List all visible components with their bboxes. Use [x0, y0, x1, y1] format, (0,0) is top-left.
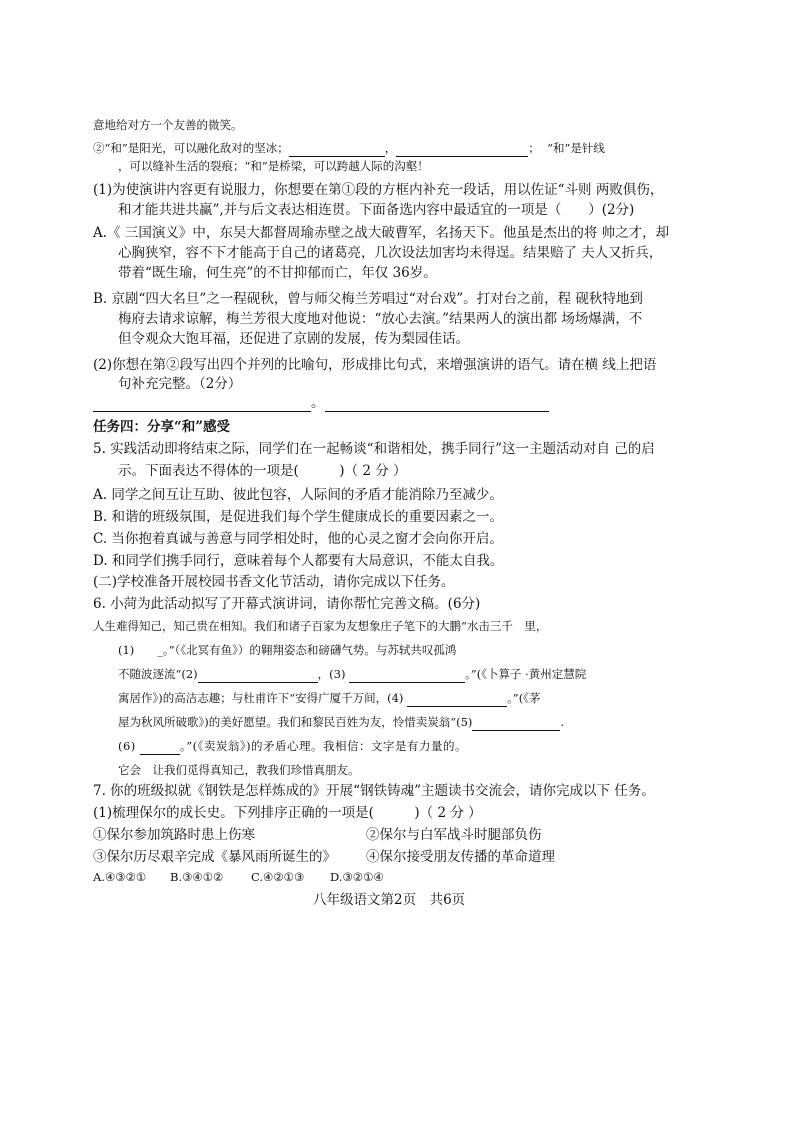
sequence-item: ③保尔历尽艰辛完成《暴风雨所诞生的》	[93, 849, 336, 865]
sequence-item: ①保尔参加筑路时患上伤寒	[93, 827, 255, 843]
option-b: B.③④①②	[170, 870, 224, 884]
text-line: 人生难得知己，知己贵在相知。我们和诸子百家为友想象庄子笔下的大鹏“水击三千 里，	[93, 619, 548, 633]
question-stem: (2)你想在第②段写出四个并列的比喻句，形成排比句式，来增强演讲的语气。请在横 线上把语	[93, 357, 657, 373]
option-a: 心胸狭窄，容不下才能高于自己的诸葛亮，几次设法加害均未得逞。结果赔了 夫人又折兵，	[118, 245, 663, 261]
text-line: 它会 让我们觅得真知己，教我们珍惜真朋友。	[118, 763, 360, 777]
page-footer: 八年级语文第2页 共6页	[313, 892, 466, 908]
question-stem: (1)为使演讲内容更有说服力，你想要在第①段的方框内补充一段话，用以佐证“斗则 两败俱伤，	[93, 182, 664, 198]
answer-blank[interactable]	[325, 397, 549, 412]
question-stem: 6. 小菏为此活动拟写了开幕式演讲词，请你帮忙完善文稿。(6分)	[93, 596, 481, 612]
option-a: 带着“既生瑜，何生亮”的不甘抑郁而亡，年仅 36岁。	[118, 265, 437, 281]
question-stem: 和才能共进共赢”,并与后文表达相连贯。下面备选内容中最适宜的一项是（ ）(2分)	[118, 202, 635, 218]
text-line: 意地给对方一个友善的微笑。	[93, 118, 243, 132]
text-line: ，可以缝补生活的裂痕；“和”是桥梁，可以跨越人际的沟壑！	[118, 159, 429, 173]
answer-blank[interactable]	[289, 142, 385, 157]
text-line: (1) _。”（《北冥有鱼》）的翱翔姿态和磅礴气势。与苏轼共叹孤鸿	[118, 643, 457, 657]
option-c: C.④②①③	[251, 870, 305, 884]
option-b: 但令观众大饱耳福，还促进了京剧的发展，传为梨园佳话。	[118, 331, 469, 347]
answer-line: 。	[93, 394, 549, 412]
option-c: C. 当你抱着真诚与善意与同学相处时，他的心灵之窗才会向你开启。	[93, 531, 503, 547]
option-a: A.《 三国演义》中，东吴大都督周瑜赤壁之战大破曹军，名扬天下。他虽是杰出的将 帅之才，却	[93, 225, 670, 241]
answer-blank[interactable]	[140, 740, 180, 755]
sequence-item: ②保尔与白军战斗时腿部负伤	[366, 827, 542, 843]
section-heading: (二)学校准备开展校园书香文化节活动，请你完成以下任务。	[93, 574, 455, 590]
answer-blank[interactable]	[349, 668, 465, 683]
question-stem: 句补充完整。（2分）	[118, 376, 242, 392]
answer-blank[interactable]	[407, 692, 507, 707]
question-stem: 5. 实践活动即将结束之际，同学们在一起畅谈“和谐相处，携手同行”这一主题活动对自 己的启	[93, 441, 655, 457]
question-stem: 示。下面表达不得体的一项是( )（ 2 分 ）	[118, 463, 407, 479]
question-stem: (1)梳理保尔的成长史。下列排序正确的一项是( )（ 2 分 ）	[93, 805, 482, 821]
option-d: D. 和同学们携手同行，意味着每个人都要有大局意识，不能太自我。	[93, 553, 504, 569]
section-heading: 任务四：分享“和”感受	[93, 419, 231, 435]
option-b: B. 京剧“四大名旦”之一程砚秋，曾与师父梅兰芳唱过“对台戏”。打对台之前，程 砚秋特地到	[93, 291, 643, 307]
option-b: 梅府去请求谅解，梅兰芳很大度地对他说：“放心去演。”结果两人的演出都 场场爆满，不	[118, 311, 643, 327]
answer-blank[interactable]	[93, 397, 311, 412]
option-a: A. 同学之间互让互助、彼此包容，人际间的矛盾才能消除乃至减少。	[93, 487, 503, 503]
text-line: ②“和”是阳光，可以融化敌对的坚冰； ， ； “和”是针线	[93, 141, 605, 155]
answer-blank[interactable]	[396, 142, 528, 157]
sequence-item: ④保尔接受朋友传播的革命道理	[366, 849, 555, 865]
option-b: B. 和谐的班级氛围，是促进我们每个学生健康成长的重要因素之一。	[93, 509, 504, 525]
text-line: 不随波逐流“(2) ，(3) 。”(《卜算子 ·黄州定慧院	[118, 667, 587, 681]
answer-blank[interactable]	[198, 668, 318, 683]
option-a: A.④③②①	[93, 870, 147, 884]
text-line: (6) 。”(《卖炭翁》)的矛盾心理。我相信：文字是有力量的。	[118, 739, 468, 753]
text-line: 屋为秋风所破歌》)的美好愿望。我们和黎民百姓为友，怜惜卖炭翁“(5) .	[118, 715, 565, 729]
question-stem: 7. 你的班级拟就《钢铁是怎样炼成的》开展“钢铁铸魂”主题读书交流会，请你完成以下 任务。	[93, 783, 655, 799]
answer-blank[interactable]	[472, 716, 560, 731]
text-line: 寓居作》)的高洁志趣；与杜甫许下“安得广厦千万间，(4) 。”(《茅	[118, 691, 541, 705]
option-d: D.③②①④	[330, 870, 384, 884]
